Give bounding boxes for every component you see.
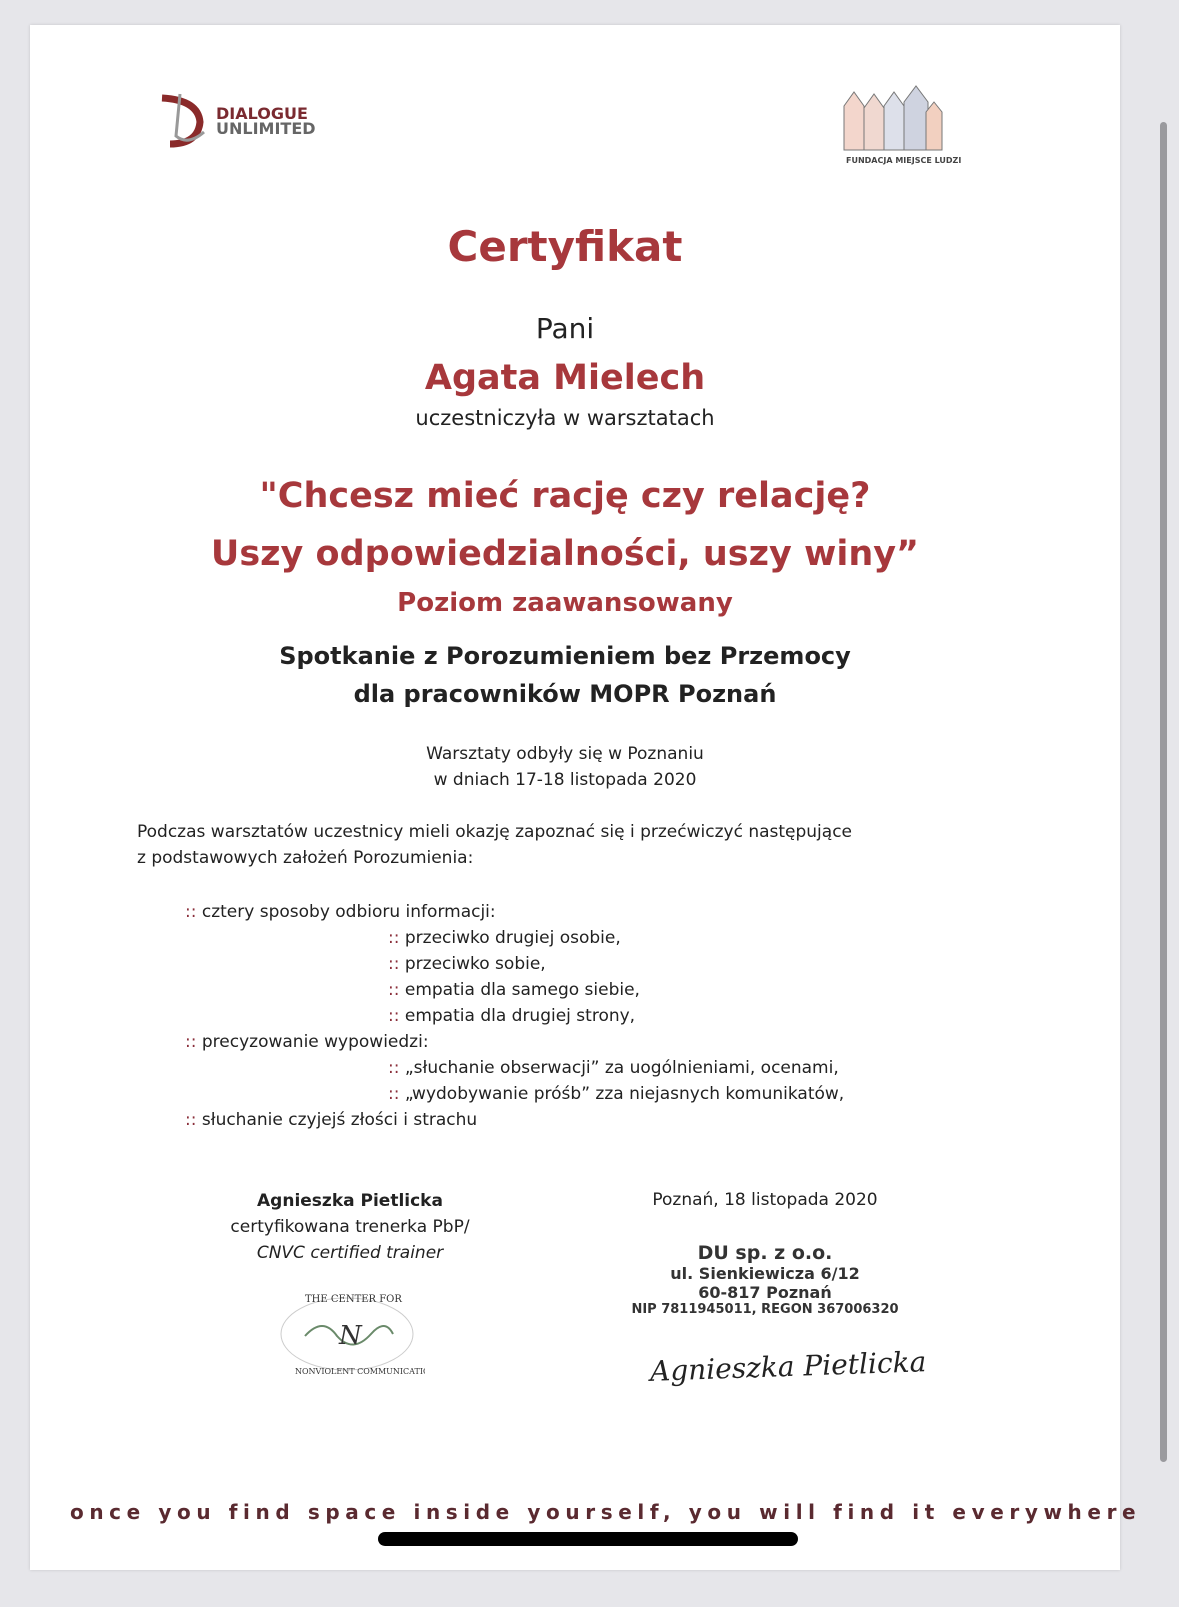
dialogue-unlimited-logo (158, 92, 316, 152)
topic-text: empatia dla samego siebie, (404, 980, 640, 1000)
intro-line2: z podstawowych założeń Porozumienia: (137, 848, 474, 868)
trainer-role-en: CNVC certified trainer (256, 1243, 444, 1263)
topic-item (388, 1058, 839, 1078)
signature: Agnieszka Pietlicka (649, 1345, 927, 1388)
place-line1: Warsztaty odbyły się w Poznaniu (426, 744, 704, 764)
company-stamp (600, 1242, 930, 1317)
date-line: Poznań, 18 listopada 2020 (652, 1190, 878, 1210)
bullet-icon: :: (185, 902, 197, 922)
trainer-name: Agnieszka Pietlicka (257, 1191, 443, 1211)
bullet-icon: :: (185, 1110, 197, 1130)
topic-item (388, 1006, 635, 1026)
company-street: ul. Sienkiewicza 6/12 (670, 1264, 860, 1283)
tagline: once you find space inside yourself, you will find it everywhere (70, 1500, 1142, 1524)
topic-item (388, 1084, 844, 1104)
fundacja-logo (840, 78, 962, 165)
svg-text:THE CENTER FOR: THE CENTER FOR (305, 1294, 402, 1305)
company-city: 60-817 Poznań (698, 1283, 832, 1302)
trainer-role: certyfikowana trenerka PbP/ (230, 1217, 470, 1237)
topic-text: słuchanie czyjejś złości i strachu (201, 1110, 478, 1130)
participation-text: uczestniczyła w warsztatach (415, 406, 715, 430)
trainer-block (200, 1188, 500, 1266)
fundacja-caption: FUNDACJA MIEJSCE LUDZI (846, 156, 962, 165)
salutation: Pani (535, 312, 595, 345)
houses-icon (840, 78, 944, 154)
home-indicator[interactable] (378, 1532, 798, 1546)
svg-text:N: N (339, 1321, 362, 1351)
topic-text: „słuchanie obserwacji” za uogólnieniami, ocenami, (404, 1058, 839, 1078)
bullet-icon: :: (388, 954, 400, 974)
bullet-icon: :: (388, 928, 400, 948)
level: Poziom zaawansowany (397, 588, 733, 618)
du-logo-icon (158, 92, 208, 148)
topic-item (185, 1110, 477, 1130)
scrollbar[interactable] (1160, 122, 1167, 1462)
subtitle-line1: Spotkanie z Porozumieniem bez Przemocy (279, 642, 851, 670)
du-logo-text: DIALOGUE UNLIMITED (216, 104, 316, 138)
bullet-icon: :: (388, 1006, 400, 1026)
workshop-title-line1: "Chcesz mieć rację czy relację? (259, 476, 871, 516)
topic-text: cztery sposoby odbioru informacji: (201, 902, 496, 922)
topic-text: precyzowanie wypowiedzi: (201, 1032, 429, 1052)
recipient-name: Agata Mielech (424, 358, 706, 398)
topic-item (388, 980, 640, 1000)
company-name: DU sp. z o.o. (697, 1242, 833, 1264)
topic-item (185, 1032, 429, 1052)
topic-item (185, 902, 496, 922)
certificate-title: Certyfikat (447, 222, 683, 271)
bullet-icon: :: (388, 980, 400, 1000)
topic-item (388, 954, 546, 974)
svg-text:NONVIOLENT COMMUNICATION: NONVIOLENT COMMUNICATION (295, 1367, 425, 1376)
cnvc-logo-icon (275, 1288, 425, 1383)
workshop-title-line2: Uszy odpowiedzialności, uszy winy” (210, 534, 920, 574)
bullet-icon: :: (388, 1058, 400, 1078)
bullet-icon: :: (388, 1084, 400, 1104)
topic-text: przeciwko drugiej osobie, (404, 928, 621, 948)
intro-line1: Podczas warsztatów uczestnicy mieli okazję zapoznać się i przećwiczyć następujące (137, 822, 853, 842)
company-ids: NIP 7811945011, REGON 367006320 (631, 1302, 899, 1317)
cnvc-seal (275, 1288, 425, 1383)
topic-item (388, 928, 621, 948)
topic-text: przeciwko sobie, (404, 954, 546, 974)
subtitle-line2: dla pracowników MOPR Poznań (353, 680, 777, 708)
place-line2: w dniach 17-18 listopada 2020 (433, 770, 697, 790)
bullet-icon: :: (185, 1032, 197, 1052)
topic-text: empatia dla drugiej strony, (404, 1006, 636, 1026)
topic-text: „wydobywanie próśb” zza niejasnych komunikatów, (404, 1084, 845, 1104)
